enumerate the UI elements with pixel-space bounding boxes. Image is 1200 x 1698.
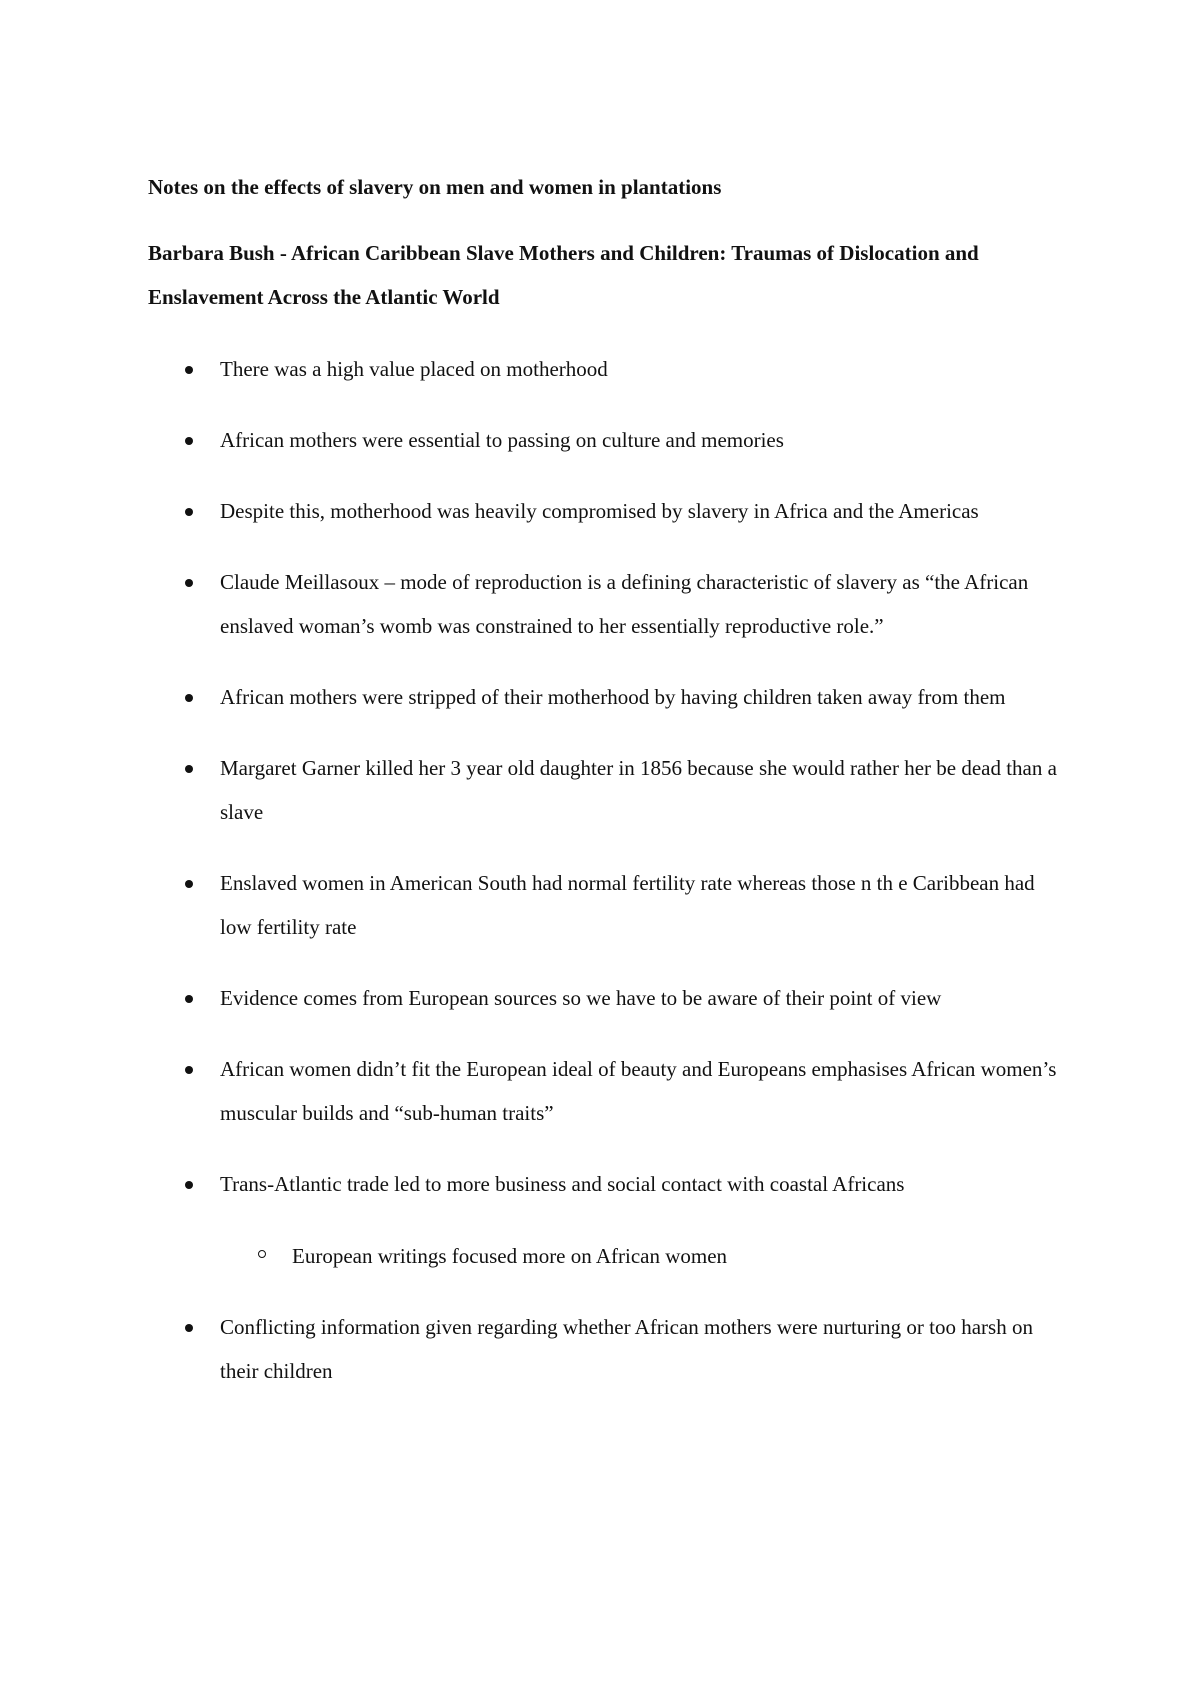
list-item — [148, 489, 1068, 533]
sub-note-text: European writings focused more on African women — [292, 1244, 728, 1268]
page-title: Notes on the effects of slavery on men and women in plantations — [148, 175, 722, 199]
note-text: Margaret Garner killed her 3 year old daughter in 1856 because she would rather her be dead than a slave — [220, 756, 1057, 824]
bullet-icon — [185, 1066, 193, 1074]
notes-list — [148, 347, 1068, 1393]
list-item — [148, 861, 1068, 949]
list-item — [148, 560, 1068, 648]
bullet-icon — [185, 579, 193, 587]
note-text: African mothers were stripped of their motherhood by having children taken away from them — [220, 685, 1006, 709]
note-text: Claude Meillasoux – mode of reproduction is a defining characteristic of slavery as “the African enslaved woman’s womb was constrained to her essentially reproductive role.” — [220, 570, 1029, 638]
sub-notes-list — [220, 1234, 1068, 1278]
bullet-icon — [185, 437, 193, 445]
bullet-icon — [185, 366, 193, 374]
bullet-icon — [185, 995, 193, 1003]
list-item — [148, 1047, 1068, 1135]
note-text: African women didn’t fit the European ideal of beauty and Europeans emphasises African women’s muscular builds and “sub-human traits” — [220, 1057, 1057, 1125]
list-item — [148, 746, 1068, 834]
list-item — [148, 1305, 1068, 1393]
bullet-icon — [185, 694, 193, 702]
bullet-icon — [185, 508, 193, 516]
hollow-bullet-icon — [258, 1250, 266, 1258]
note-text: Despite this, motherhood was heavily compromised by slavery in Africa and the Americas — [220, 499, 979, 523]
bullet-icon — [185, 765, 193, 773]
bullet-icon — [185, 1324, 193, 1332]
note-text: Conflicting information given regarding whether African mothers were nurturing or too harsh on their children — [220, 1315, 1033, 1383]
list-item — [148, 347, 1068, 391]
note-text: African mothers were essential to passing on culture and memories — [220, 428, 784, 452]
note-text: Enslaved women in American South had normal fertility rate whereas those n th e Caribbean had low fertility rate — [220, 871, 1035, 939]
list-item — [148, 976, 1068, 1020]
bullet-icon — [185, 880, 193, 888]
note-text: There was a high value placed on motherhood — [220, 357, 608, 381]
list-item — [148, 675, 1068, 719]
bullet-icon — [185, 1181, 193, 1189]
note-text: Evidence comes from European sources so we have to be aware of their point of view — [220, 986, 942, 1010]
list-item — [148, 1162, 1068, 1278]
document-body — [148, 165, 1068, 1420]
sub-list-item — [220, 1234, 1068, 1278]
source-title: Barbara Bush - African Caribbean Slave Mothers and Children: Traumas of Dislocation and Enslavement Across the Atlantic World — [148, 241, 979, 309]
list-item — [148, 418, 1068, 462]
note-text: Trans-Atlantic trade led to more business and social contact with coastal Africans — [220, 1172, 905, 1196]
